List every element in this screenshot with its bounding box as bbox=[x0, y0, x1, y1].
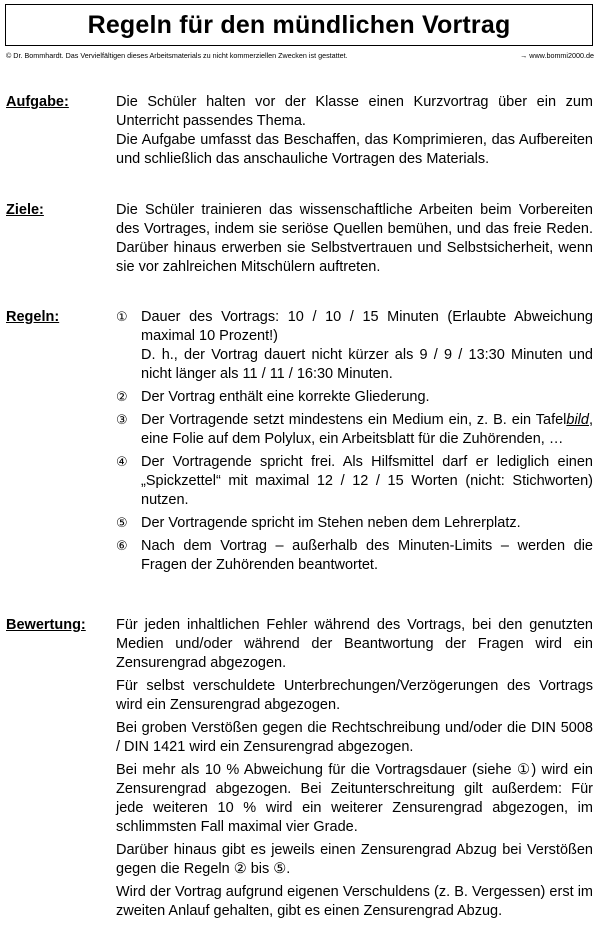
rule-item-1 bbox=[116, 308, 593, 384]
section-label-ziele: Ziele: bbox=[6, 202, 44, 218]
bewertung-paragraph: Für selbst verschuldete Unterbrechungen/Verzögerungen des Vortrags wird ein Zensurengrad abgezogen. bbox=[116, 678, 593, 713]
rule-number: ⑤ bbox=[116, 516, 128, 531]
bewertung-paragraph: Bei mehr als 10 % Abweichung für die Vortragsdauer (siehe ①) wird ein Zensurengrad abgezogen. Bei Zeitunterschreitung gilt außerdem: Für jede weiteren 10 % wird ein weiterer Zensurengrad abgezogen, im schlimmsten Fall maximal vier Grade. bbox=[116, 762, 593, 835]
rule-text-continued: D. h., der Vortrag dauert nicht kürzer als 9 / 9 / 13:30 Minuten und nicht länger als 11 / 11 / 16:30 Minuten. bbox=[141, 347, 593, 382]
rule-text: Nach dem Vortrag – außerhalb des Minuten-Limits – werden die Fragen der Zuhörenden beantwortet. bbox=[141, 538, 593, 573]
rule-text: Der Vortragende spricht im Stehen neben dem Lehrerplatz. bbox=[141, 515, 521, 531]
page-title: Regeln für den mündlichen Vortrag bbox=[87, 10, 511, 39]
section-label-aufgabe: Aufgabe: bbox=[6, 94, 69, 110]
website-link[interactable]: → www.bommi2000.de bbox=[520, 51, 594, 60]
rule-number: ① bbox=[116, 310, 128, 325]
section-body-aufgabe bbox=[116, 93, 593, 173]
aufgabe-paragraph: Die Schüler halten vor der Klasse einen Kurzvortrag über ein zum Unterricht passendes Thema. bbox=[116, 94, 593, 129]
rule-item-6 bbox=[116, 537, 593, 575]
rule-text: Der Vortragende spricht frei. Als Hilfsmittel darf er lediglich einen „Spickzettel“ mit maximal 12 / 12 / 15 Worten (nicht: Stichworten) nutzen. bbox=[141, 454, 593, 508]
section-label-bewertung: Bewertung: bbox=[6, 617, 86, 633]
rule-item-3 bbox=[116, 411, 593, 449]
aufgabe-paragraph: Die Aufgabe umfasst das Beschaffen, das Komprimieren, das Aufbereiten und schließlich das anschauliche Vortragen des Materials. bbox=[116, 132, 593, 167]
copyright-notice: © Dr. Bommhardt. Das Vervielfältigen dieses Arbeitsmaterials zu nicht kommerziellen Zwecken ist gestattet. bbox=[6, 51, 348, 60]
title-box bbox=[5, 4, 593, 46]
rule-text: Der Vortrag enthält eine korrekte Gliederung. bbox=[141, 389, 430, 405]
rule-text: Dauer des Vortrags: 10 / 10 / 15 Minuten (Erlaubte Abweichung maximal 10 Prozent!) bbox=[141, 309, 593, 344]
rule-text-part: Der Vortragende setzt mindestens ein Medium ein, z. B. ein Tafel bbox=[141, 412, 567, 428]
rule-item-5 bbox=[116, 514, 593, 533]
bewertung-paragraph: Für jeden inhaltlichen Fehler während des Vortrags, bei den genutzten Medien und/oder während der Beantwortung der Fragen wird ein Zensurengrad abgezogen. bbox=[116, 617, 593, 671]
rule-text-emphasis: bild bbox=[566, 412, 589, 428]
rule-text bbox=[141, 411, 593, 449]
section-body-regeln bbox=[116, 308, 593, 579]
section-body-bewertung bbox=[116, 616, 593, 925]
rule-item-4 bbox=[116, 453, 593, 510]
rule-item-2 bbox=[116, 388, 593, 407]
ziele-paragraph: Die Schüler trainieren das wissenschaftliche Arbeiten beim Vorbereiten des Vortrages, indem sie seriöse Quellen bemühen, und das freie Reden. Darüber hinaus erwerben sie Selbstvertrauen und Selbstsicherheit, wenn sie vor zahlreichen Mitschülern auftreten. bbox=[116, 202, 593, 275]
section-label-regeln: Regeln: bbox=[6, 309, 60, 325]
bewertung-paragraph: Wird der Vortrag aufgrund eigenen Verschuldens (z. B. Vergessen) erst im zweiten Anlauf gehalten, gibt es einen Zensurengrad Abzug. bbox=[116, 884, 593, 919]
bewertung-paragraph: Bei groben Verstößen gegen die Rechtschreibung und/oder die DIN 5008 / DIN 1421 wird ein Zensurengrad abgezogen. bbox=[116, 720, 593, 755]
rule-number: ③ bbox=[116, 413, 128, 428]
rule-number: ② bbox=[116, 390, 128, 405]
rule-number: ⑥ bbox=[116, 539, 128, 554]
rule-number: ④ bbox=[116, 455, 128, 470]
bewertung-paragraph: Darüber hinaus gibt es jeweils einen Zensurengrad Abzug bei Verstößen gegen die Regeln ② bis ⑤. bbox=[116, 842, 593, 877]
rule-text-part: , eine Folie auf dem Polylux, ein Arbeitsblatt für die Zuhörenden, … bbox=[141, 412, 593, 447]
section-body-ziele bbox=[116, 201, 593, 281]
